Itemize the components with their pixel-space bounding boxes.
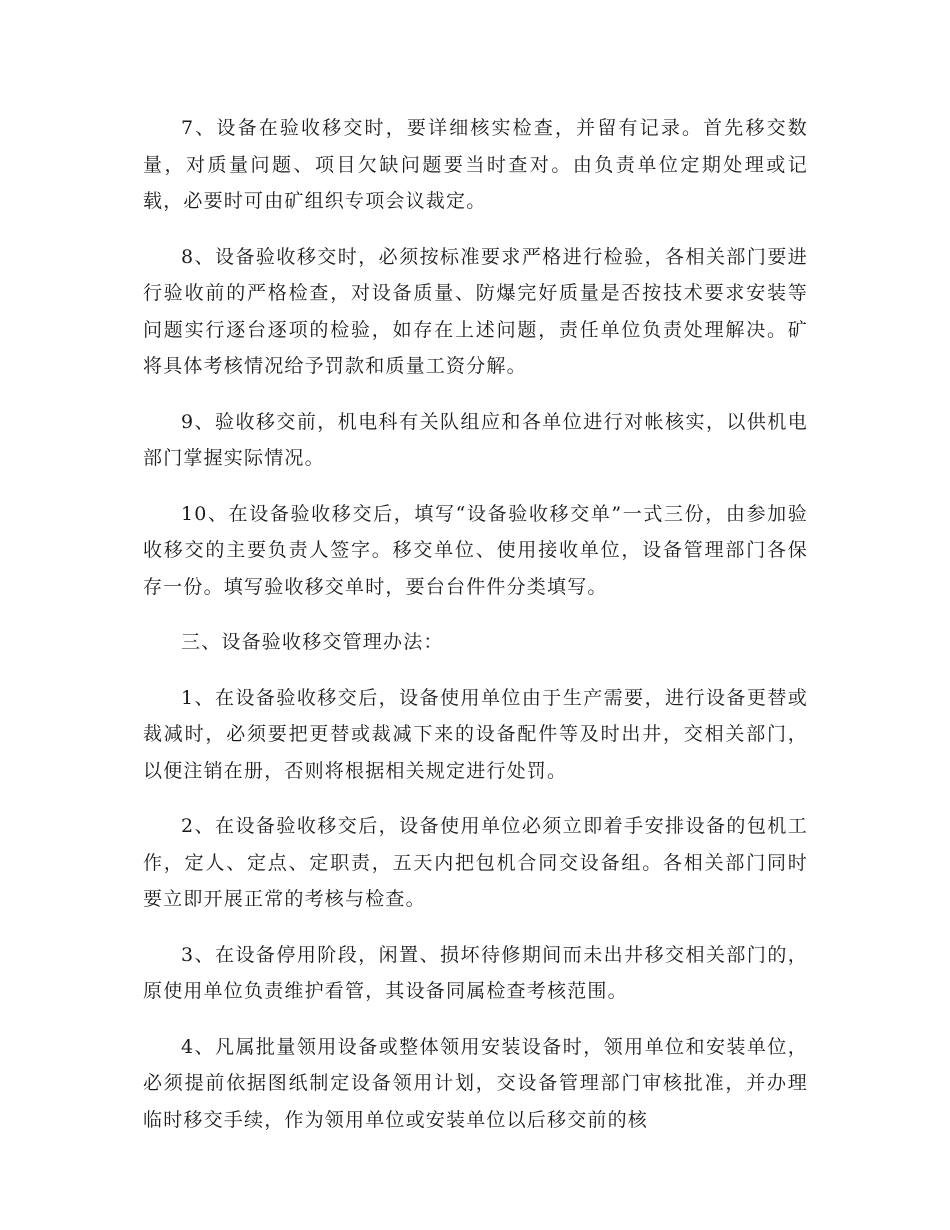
document-body — [143, 110, 808, 1157]
paragraph-item-9: 9、验收移交前，机电科有关队组应和各单位进行对帐核实，以供机电部门掌握实际情况。 — [143, 410, 808, 469]
section-paragraph-1: 1、在设备验收移交后，设备使用单位由于生产需要，进行设备更替或裁减时，必须要把更替或裁减下来的设备配件等及时出井，交相关部门，以便注销在册，否则将根据相关规定进行处罚。 — [143, 686, 808, 782]
paragraph-item-7: 7、设备在验收移交时，要详细核实检查，并留有记录。首先移交数量，对质量问题、项目欠缺问题要当时查对。由负责单位定期处理或记载，必要时可由矿组织专项会议裁定。 — [143, 117, 808, 212]
paragraph-item-8: 8、设备验收移交时，必须按标准要求严格进行检验，各相关部门要进行验收前的严格检查，对设备质量、防爆完好质量是否按技术要求安装等问题实行逐台逐项的检验，如存在上述问题，责任单位负责处理解决。矿将具体考核情况给予罚款和质量工资分解。 — [143, 245, 808, 377]
section-heading: 三、设备验收移交管理办法： — [181, 631, 444, 653]
section-paragraph-4: 4、凡属批量领用设备或整体领用安装设备时，领用单位和安装单位，必须提前依据图纸制定设备领用计划，交设备管理部门审核批准，并办理临时移交手续，作为领用单位或安装单位以后移交前的核 — [143, 1035, 808, 1131]
section-paragraph-2: 2、在设备验收移交后，设备使用单位必须立即着手安排设备的包机工作，定人、定点、定职责，五天内把包机合同交设备组。各相关部门同时要立即开展正常的考核与检查。 — [143, 815, 808, 910]
section-paragraph-3: 3、在设备停用阶段，闲置、损坏待修期间而未出井移交相关部门的，原使用单位负责维护看管，其设备同属检查考核范围。 — [143, 943, 808, 1002]
paragraph-item-10: 10、在设备验收移交后，填写“设备验收移交单”一式三份，由参加验收移交的主要负责人签字。移交单位、使用接收单位，设备管理部门各保存一份。填写验收移交单时，要台台件件分类填写。 — [143, 502, 808, 598]
